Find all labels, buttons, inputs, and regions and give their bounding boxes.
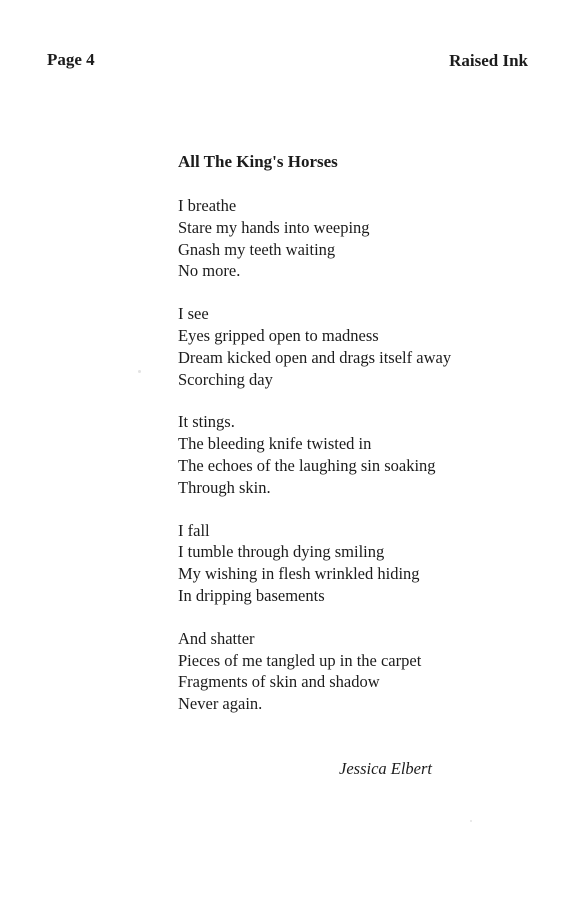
poem-line: No more. <box>178 261 241 281</box>
poem-line: I breathe <box>178 196 237 215</box>
poem-line: Eyes gripped open to madness <box>178 325 379 345</box>
poem-line: I tumble through dying smiling <box>178 542 385 562</box>
page-number: Page 4 <box>47 50 95 69</box>
poem-line: I fall <box>178 520 210 540</box>
poem-line: Dream kicked open and drags itself away <box>178 347 452 367</box>
poem-line: Pieces of me tangled up in the carpet <box>178 650 422 670</box>
poem-line: Through skin. <box>178 477 271 497</box>
poem-author: Jessica Elbert <box>339 759 433 778</box>
poem-line: In dripping basements <box>178 585 325 605</box>
paper-speck <box>138 370 141 373</box>
poem-line: The bleeding knife twisted in <box>178 434 372 454</box>
poem-line: Never again. <box>178 694 263 714</box>
stanza-4 <box>178 520 518 607</box>
poem-line: The echoes of the laughing sin soaking <box>178 455 436 475</box>
paper-speck <box>470 820 472 822</box>
stanza-1 <box>178 195 518 282</box>
poem-line: Gnash my teeth waiting <box>178 239 336 259</box>
poem-line: Stare my hands into weeping <box>178 217 370 237</box>
publication-name: Raised Ink <box>449 51 528 70</box>
poem-line: Scorching day <box>178 369 273 389</box>
poem-line: And shatter <box>178 628 255 648</box>
poem-line: Fragments of skin and shadow <box>178 672 380 692</box>
stanza-3 <box>178 411 518 498</box>
stanza-5 <box>178 628 518 715</box>
poem-line: I see <box>178 304 209 324</box>
stanza-2 <box>178 303 518 390</box>
poem-line: My wishing in flesh wrinkled hiding <box>178 564 420 584</box>
poem <box>178 151 518 736</box>
poem-line: It stings. <box>178 412 235 432</box>
poem-title: All The King's Horses <box>178 152 338 171</box>
